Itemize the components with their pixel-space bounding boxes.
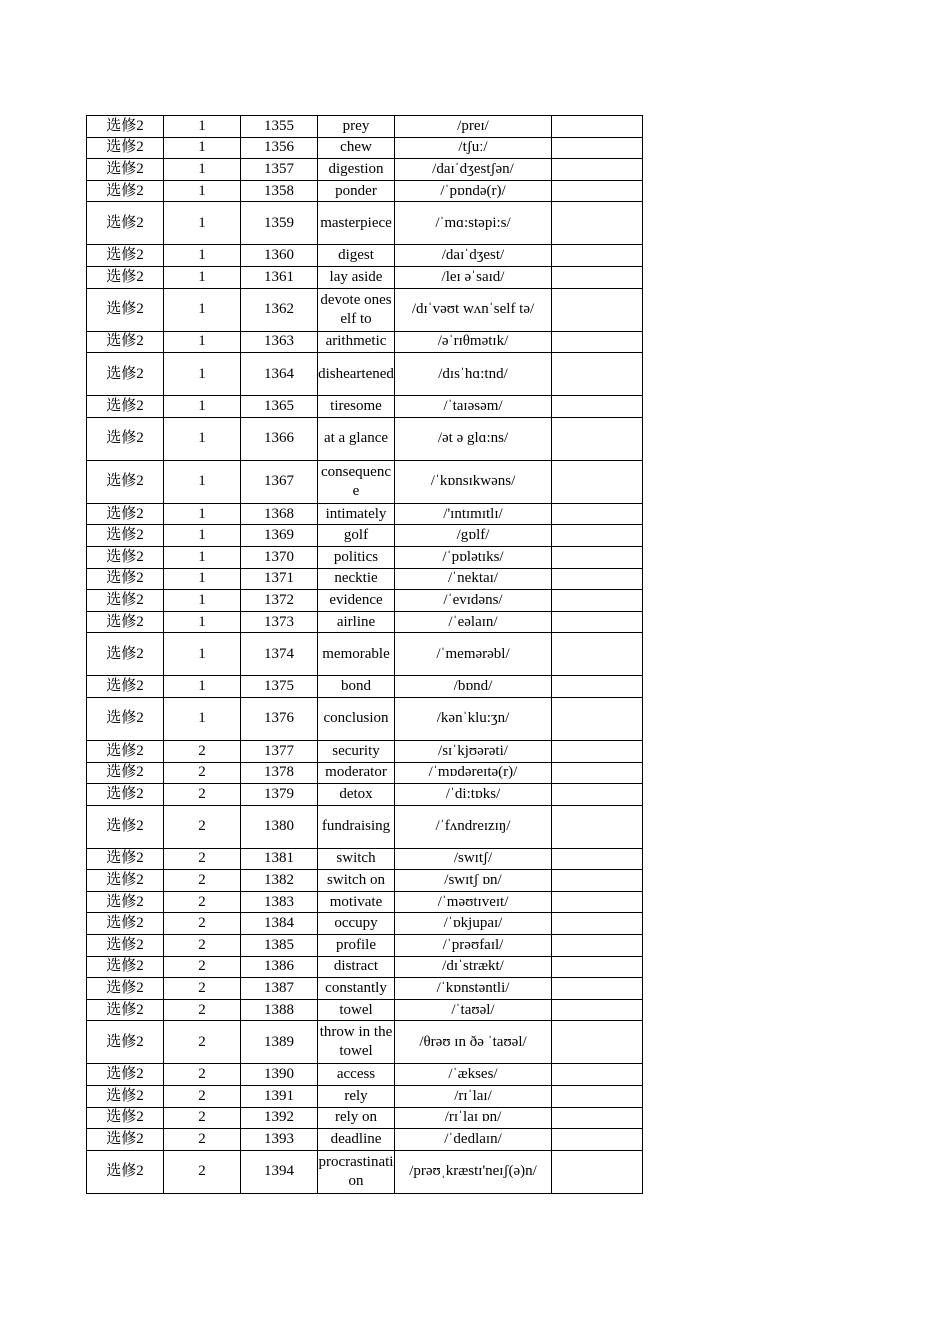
unit-cell: 1 <box>164 417 241 460</box>
module-cell: 选修2 <box>87 1064 164 1086</box>
number-cell: 1381 <box>241 848 318 870</box>
blank-cell <box>552 159 643 181</box>
blank-cell <box>552 891 643 913</box>
word-cell: evidence <box>318 590 395 612</box>
phonetic-cell: /swɪtʃ/ <box>395 848 552 870</box>
number-cell: 1383 <box>241 891 318 913</box>
word-cell: distract <box>318 956 395 978</box>
number-cell: 1367 <box>241 460 318 503</box>
table-row <box>87 525 643 547</box>
table-row <box>87 137 643 159</box>
unit-cell: 1 <box>164 245 241 267</box>
phonetic-cell: /ˈprəʊfaɪl/ <box>395 935 552 957</box>
module-cell: 选修2 <box>87 740 164 762</box>
number-cell: 1370 <box>241 546 318 568</box>
word-cell: rely <box>318 1086 395 1108</box>
word-cell: masterpiece <box>318 202 395 245</box>
unit-cell: 1 <box>164 503 241 525</box>
module-cell: 选修2 <box>87 288 164 331</box>
table-row <box>87 784 643 806</box>
unit-cell: 1 <box>164 460 241 503</box>
unit-cell: 1 <box>164 611 241 633</box>
table-row <box>87 180 643 202</box>
word-cell: moderator <box>318 762 395 784</box>
module-cell: 选修2 <box>87 353 164 396</box>
unit-cell: 1 <box>164 180 241 202</box>
number-cell: 1379 <box>241 784 318 806</box>
blank-cell <box>552 546 643 568</box>
unit-cell: 2 <box>164 740 241 762</box>
module-cell: 选修2 <box>87 331 164 353</box>
phonetic-cell: /θrəʊ ɪn ðə ˈtaʊəl/ <box>395 1021 552 1064</box>
number-cell: 1374 <box>241 633 318 676</box>
unit-cell: 2 <box>164 978 241 1000</box>
word-cell: intimately <box>318 503 395 525</box>
table-row <box>87 1150 643 1193</box>
number-cell: 1390 <box>241 1064 318 1086</box>
table-row <box>87 935 643 957</box>
number-cell: 1391 <box>241 1086 318 1108</box>
word-cell: ponder <box>318 180 395 202</box>
table-row <box>87 999 643 1021</box>
number-cell: 1366 <box>241 417 318 460</box>
module-cell: 选修2 <box>87 525 164 547</box>
module-cell: 选修2 <box>87 202 164 245</box>
module-cell: 选修2 <box>87 1086 164 1108</box>
phonetic-cell: /ˈtaɪəsəm/ <box>395 396 552 418</box>
number-cell: 1364 <box>241 353 318 396</box>
word-cell: bond <box>318 676 395 698</box>
number-cell: 1375 <box>241 676 318 698</box>
unit-cell: 1 <box>164 525 241 547</box>
table-row <box>87 417 643 460</box>
phonetic-cell: /tʃuː/ <box>395 137 552 159</box>
blank-cell <box>552 460 643 503</box>
blank-cell <box>552 202 643 245</box>
phonetic-cell: /dɪˈstrækt/ <box>395 956 552 978</box>
phonetic-cell: /dɪsˈhɑ:tnd/ <box>395 353 552 396</box>
table-row <box>87 633 643 676</box>
module-cell: 选修2 <box>87 568 164 590</box>
number-cell: 1368 <box>241 503 318 525</box>
blank-cell <box>552 762 643 784</box>
blank-cell <box>552 568 643 590</box>
number-cell: 1386 <box>241 956 318 978</box>
table-row <box>87 396 643 418</box>
number-cell: 1360 <box>241 245 318 267</box>
unit-cell: 2 <box>164 784 241 806</box>
table-row <box>87 1129 643 1151</box>
blank-cell <box>552 525 643 547</box>
table-row <box>87 805 643 848</box>
number-cell: 1384 <box>241 913 318 935</box>
number-cell: 1373 <box>241 611 318 633</box>
unit-cell: 2 <box>164 870 241 892</box>
table-row <box>87 1064 643 1086</box>
number-cell: 1376 <box>241 697 318 740</box>
unit-cell: 2 <box>164 999 241 1021</box>
blank-cell <box>552 611 643 633</box>
phonetic-cell: /dɪˈvəʊt wʌnˈself tə/ <box>395 288 552 331</box>
module-cell: 选修2 <box>87 116 164 138</box>
vocabulary-table <box>86 115 643 1194</box>
phonetic-cell: /ˈməʊtɪveɪt/ <box>395 891 552 913</box>
module-cell: 选修2 <box>87 848 164 870</box>
module-cell: 选修2 <box>87 1129 164 1151</box>
blank-cell <box>552 956 643 978</box>
word-cell: memorable <box>318 633 395 676</box>
blank-cell <box>552 417 643 460</box>
table-row <box>87 568 643 590</box>
blank-cell <box>552 740 643 762</box>
phonetic-cell: /ˈkɒnsɪkwəns/ <box>395 460 552 503</box>
number-cell: 1394 <box>241 1150 318 1193</box>
unit-cell: 2 <box>164 762 241 784</box>
module-cell: 选修2 <box>87 1107 164 1129</box>
module-cell: 选修2 <box>87 611 164 633</box>
number-cell: 1380 <box>241 805 318 848</box>
unit-cell: 1 <box>164 590 241 612</box>
blank-cell <box>552 1150 643 1193</box>
number-cell: 1358 <box>241 180 318 202</box>
phonetic-cell: /ˈmɒdəreɪtə(r)/ <box>395 762 552 784</box>
vocabulary-table-body <box>87 116 643 1194</box>
word-cell: lay aside <box>318 266 395 288</box>
phonetic-cell: /rɪˈlaɪ/ <box>395 1086 552 1108</box>
phonetic-cell: /ˈkɒnstəntli/ <box>395 978 552 1000</box>
module-cell: 选修2 <box>87 805 164 848</box>
unit-cell: 2 <box>164 1150 241 1193</box>
table-row <box>87 956 643 978</box>
phonetic-cell: /gɒlf/ <box>395 525 552 547</box>
phonetic-cell: /əˈrɪθmətɪk/ <box>395 331 552 353</box>
table-row <box>87 331 643 353</box>
blank-cell <box>552 935 643 957</box>
table-row <box>87 288 643 331</box>
unit-cell: 1 <box>164 697 241 740</box>
table-row <box>87 546 643 568</box>
word-cell: politics <box>318 546 395 568</box>
table-row <box>87 913 643 935</box>
table-row <box>87 978 643 1000</box>
phonetic-cell: /daɪˈdʒest/ <box>395 245 552 267</box>
blank-cell <box>552 590 643 612</box>
phonetic-cell: /ət ə glɑ:ns/ <box>395 417 552 460</box>
unit-cell: 2 <box>164 935 241 957</box>
word-cell: deadline <box>318 1129 395 1151</box>
number-cell: 1361 <box>241 266 318 288</box>
word-cell: necktie <box>318 568 395 590</box>
module-cell: 选修2 <box>87 697 164 740</box>
blank-cell <box>552 633 643 676</box>
table-row <box>87 870 643 892</box>
number-cell: 1359 <box>241 202 318 245</box>
table-row <box>87 266 643 288</box>
number-cell: 1393 <box>241 1129 318 1151</box>
table-row <box>87 848 643 870</box>
number-cell: 1387 <box>241 978 318 1000</box>
table-row <box>87 697 643 740</box>
phonetic-cell: /ˈmɑ:stəpi:s/ <box>395 202 552 245</box>
table-row <box>87 1107 643 1129</box>
blank-cell <box>552 805 643 848</box>
module-cell: 选修2 <box>87 891 164 913</box>
number-cell: 1369 <box>241 525 318 547</box>
table-row <box>87 159 643 181</box>
number-cell: 1372 <box>241 590 318 612</box>
blank-cell <box>552 266 643 288</box>
phonetic-cell: /ˈɒkjupaɪ/ <box>395 913 552 935</box>
module-cell: 选修2 <box>87 266 164 288</box>
unit-cell: 1 <box>164 676 241 698</box>
phonetic-cell: /bɒnd/ <box>395 676 552 698</box>
phonetic-cell: /'ɪntɪmɪtlɪ/ <box>395 503 552 525</box>
module-cell: 选修2 <box>87 1150 164 1193</box>
word-cell: rely on <box>318 1107 395 1129</box>
module-cell: 选修2 <box>87 137 164 159</box>
word-cell: procrastination <box>318 1150 395 1193</box>
phonetic-cell: /ˈfʌndreɪzɪŋ/ <box>395 805 552 848</box>
word-cell: consequence <box>318 460 395 503</box>
module-cell: 选修2 <box>87 870 164 892</box>
number-cell: 1382 <box>241 870 318 892</box>
number-cell: 1362 <box>241 288 318 331</box>
phonetic-cell: /rɪˈlaɪ ɒn/ <box>395 1107 552 1129</box>
blank-cell <box>552 396 643 418</box>
phonetic-cell: /ˈeəlaɪn/ <box>395 611 552 633</box>
blank-cell <box>552 1086 643 1108</box>
number-cell: 1388 <box>241 999 318 1021</box>
phonetic-cell: /ˈmemərəbl/ <box>395 633 552 676</box>
word-cell: motivate <box>318 891 395 913</box>
number-cell: 1357 <box>241 159 318 181</box>
blank-cell <box>552 978 643 1000</box>
module-cell: 选修2 <box>87 245 164 267</box>
module-cell: 选修2 <box>87 546 164 568</box>
word-cell: golf <box>318 525 395 547</box>
phonetic-cell: /ˈdedlaɪn/ <box>395 1129 552 1151</box>
table-row <box>87 611 643 633</box>
unit-cell: 1 <box>164 633 241 676</box>
word-cell: security <box>318 740 395 762</box>
number-cell: 1363 <box>241 331 318 353</box>
blank-cell <box>552 870 643 892</box>
number-cell: 1365 <box>241 396 318 418</box>
phonetic-cell: /preɪ/ <box>395 116 552 138</box>
phonetic-cell: /leɪ əˈsaɪd/ <box>395 266 552 288</box>
blank-cell <box>552 245 643 267</box>
blank-cell <box>552 697 643 740</box>
module-cell: 选修2 <box>87 1021 164 1064</box>
module-cell: 选修2 <box>87 784 164 806</box>
word-cell: switch on <box>318 870 395 892</box>
word-cell: profile <box>318 935 395 957</box>
phonetic-cell: /ˈdi:tɒks/ <box>395 784 552 806</box>
number-cell: 1389 <box>241 1021 318 1064</box>
unit-cell: 1 <box>164 546 241 568</box>
table-row <box>87 245 643 267</box>
table-row <box>87 676 643 698</box>
word-cell: disheartened <box>318 353 395 396</box>
table-row <box>87 590 643 612</box>
module-cell: 选修2 <box>87 676 164 698</box>
module-cell: 选修2 <box>87 460 164 503</box>
table-row <box>87 460 643 503</box>
unit-cell: 2 <box>164 1021 241 1064</box>
unit-cell: 1 <box>164 288 241 331</box>
module-cell: 选修2 <box>87 590 164 612</box>
phonetic-cell: /daɪˈdʒestʃən/ <box>395 159 552 181</box>
word-cell: digestion <box>318 159 395 181</box>
unit-cell: 2 <box>164 956 241 978</box>
word-cell: prey <box>318 116 395 138</box>
blank-cell <box>552 180 643 202</box>
unit-cell: 2 <box>164 1064 241 1086</box>
word-cell: arithmetic <box>318 331 395 353</box>
unit-cell: 1 <box>164 137 241 159</box>
phonetic-cell: /prəʊˌkræstɪ'neɪʃ(ə)n/ <box>395 1150 552 1193</box>
unit-cell: 2 <box>164 1086 241 1108</box>
blank-cell <box>552 784 643 806</box>
blank-cell <box>552 1064 643 1086</box>
phonetic-cell: /ˈnektaɪ/ <box>395 568 552 590</box>
word-cell: devote oneself to <box>318 288 395 331</box>
blank-cell <box>552 503 643 525</box>
word-cell: airline <box>318 611 395 633</box>
blank-cell <box>552 1107 643 1129</box>
number-cell: 1356 <box>241 137 318 159</box>
number-cell: 1392 <box>241 1107 318 1129</box>
table-row <box>87 891 643 913</box>
word-cell: digest <box>318 245 395 267</box>
word-cell: constantly <box>318 978 395 1000</box>
module-cell: 选修2 <box>87 762 164 784</box>
phonetic-cell: /ˈevɪdəns/ <box>395 590 552 612</box>
phonetic-cell: /swɪtʃ ɒn/ <box>395 870 552 892</box>
unit-cell: 2 <box>164 1129 241 1151</box>
phonetic-cell: /kənˈklu:ʒn/ <box>395 697 552 740</box>
phonetic-cell: /ˈpɒlətɪks/ <box>395 546 552 568</box>
word-cell: occupy <box>318 913 395 935</box>
module-cell: 选修2 <box>87 503 164 525</box>
number-cell: 1355 <box>241 116 318 138</box>
number-cell: 1371 <box>241 568 318 590</box>
number-cell: 1378 <box>241 762 318 784</box>
word-cell: throw in the towel <box>318 1021 395 1064</box>
unit-cell: 1 <box>164 396 241 418</box>
phonetic-cell: /ˈpɒndə(r)/ <box>395 180 552 202</box>
word-cell: tiresome <box>318 396 395 418</box>
module-cell: 选修2 <box>87 159 164 181</box>
word-cell: access <box>318 1064 395 1086</box>
unit-cell: 1 <box>164 159 241 181</box>
module-cell: 选修2 <box>87 396 164 418</box>
unit-cell: 1 <box>164 202 241 245</box>
word-cell: fundraising <box>318 805 395 848</box>
number-cell: 1377 <box>241 740 318 762</box>
blank-cell <box>552 676 643 698</box>
module-cell: 选修2 <box>87 978 164 1000</box>
unit-cell: 2 <box>164 805 241 848</box>
module-cell: 选修2 <box>87 913 164 935</box>
word-cell: detox <box>318 784 395 806</box>
unit-cell: 2 <box>164 1107 241 1129</box>
blank-cell <box>552 848 643 870</box>
module-cell: 选修2 <box>87 935 164 957</box>
table-row <box>87 740 643 762</box>
table-row <box>87 353 643 396</box>
word-cell: switch <box>318 848 395 870</box>
phonetic-cell: /sɪˈkjʊərəti/ <box>395 740 552 762</box>
table-row <box>87 1021 643 1064</box>
table-row <box>87 762 643 784</box>
word-cell: conclusion <box>318 697 395 740</box>
unit-cell: 2 <box>164 848 241 870</box>
table-row <box>87 1086 643 1108</box>
phonetic-cell: /ˈtaʊəl/ <box>395 999 552 1021</box>
unit-cell: 1 <box>164 266 241 288</box>
blank-cell <box>552 1021 643 1064</box>
table-row <box>87 116 643 138</box>
number-cell: 1385 <box>241 935 318 957</box>
module-cell: 选修2 <box>87 633 164 676</box>
word-cell: towel <box>318 999 395 1021</box>
blank-cell <box>552 137 643 159</box>
blank-cell <box>552 913 643 935</box>
module-cell: 选修2 <box>87 956 164 978</box>
blank-cell <box>552 1129 643 1151</box>
module-cell: 选修2 <box>87 999 164 1021</box>
unit-cell: 2 <box>164 913 241 935</box>
word-cell: chew <box>318 137 395 159</box>
unit-cell: 1 <box>164 331 241 353</box>
blank-cell <box>552 288 643 331</box>
phonetic-cell: /ˈækses/ <box>395 1064 552 1086</box>
module-cell: 选修2 <box>87 180 164 202</box>
unit-cell: 1 <box>164 353 241 396</box>
module-cell: 选修2 <box>87 417 164 460</box>
blank-cell <box>552 353 643 396</box>
unit-cell: 1 <box>164 116 241 138</box>
table-row <box>87 202 643 245</box>
unit-cell: 2 <box>164 891 241 913</box>
table-row <box>87 503 643 525</box>
word-cell: at a glance <box>318 417 395 460</box>
blank-cell <box>552 116 643 138</box>
blank-cell <box>552 331 643 353</box>
unit-cell: 1 <box>164 568 241 590</box>
blank-cell <box>552 999 643 1021</box>
